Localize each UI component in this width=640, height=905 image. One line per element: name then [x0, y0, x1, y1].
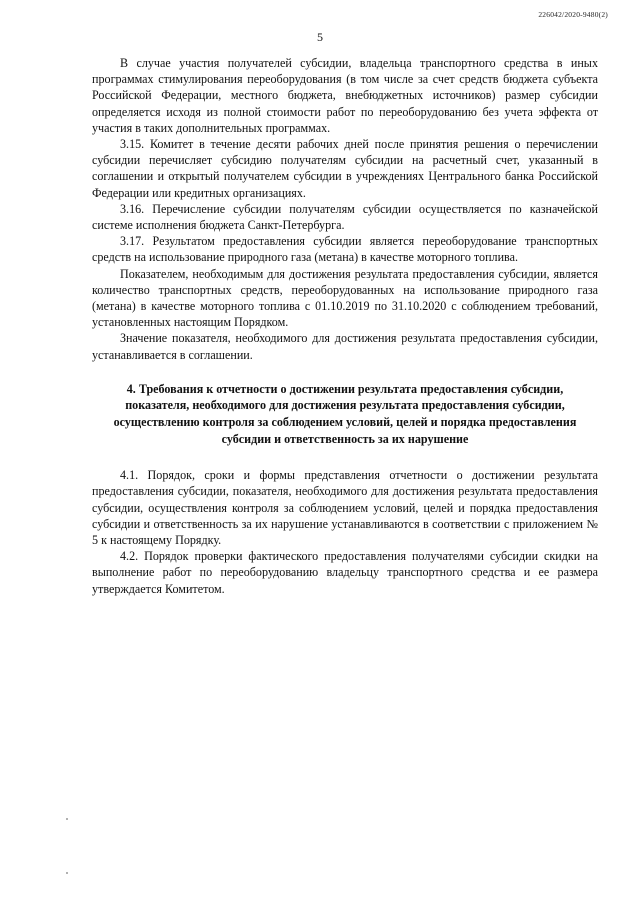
section-4-heading-line: 4. Требования к отчетности о достижении результата предоставления субсидии, — [126, 381, 564, 396]
paragraph-indicator: Показателем, необходимым для достижения результата предоставления субсидии, является количество транспортных средств, переоборудованных на использование природного газа (метана) в качестве моторного топлива с 01.10.2019 по 31.10.2020 с соблюдением требований, установленных настоящим Порядком. — [92, 266, 598, 330]
paragraph-subsidy-other-programs: В случае участия получателей субсидии, владельца транспортного средства в иных программах стимулирования переоборудования (в том числе за счет средств бюджета субъекта Российской Федерации, местного бюджета, внебюджетных источников) размер субсидии определяется исходя из полной стоимости работ по переоборудованию без учета эффекта от участия в таких дополнительных программах. — [92, 56, 598, 135]
scan-speck — [66, 818, 68, 820]
section-4-heading-line: субсидии и ответственность за их нарушение — [221, 431, 469, 446]
section-4-heading — [92, 381, 598, 447]
document-body — [92, 55, 598, 597]
paragraph-3-16: 3.16. Перечисление субсидии получателям субсидии осуществляется по казначейской системе исполнения бюджета Санкт-Петербурга. — [92, 201, 598, 233]
scan-speck — [66, 872, 68, 874]
paragraph-3-15: 3.15. Комитет в течение десяти рабочих дней после принятия решения о перечислении субсидии перечисляет субсидию получателям субсидии на расчетный счет, указанный в соглашении и открытый получателем субсидии в учреждениях Центрального банка Российской Федерации или кредитных организациях. — [92, 137, 598, 200]
section-4-heading-line: осуществлению контроля за соблюдением условий, целей и порядка предоставления — [113, 415, 577, 430]
paragraph-3-17: 3.17. Результатом предоставления субсидии является переоборудование транспортных средств на использование природного газа (метана) в качестве моторного топлива. — [92, 234, 598, 265]
document-id: 226042/2020-9480(2) — [538, 10, 608, 19]
page-number: 5 — [317, 30, 323, 44]
section-4-heading-line: показателя, необходимого для достижения результата предоставления субсидии, — [125, 398, 565, 413]
paragraph-4-2: 4.2. Порядок проверки фактического предоставления получателями субсидии скидки на выполнение работ по переоборудованию владельцу транспортного средства и ее размера утверждается Комитетом. — [92, 549, 598, 596]
paragraph-4-1: 4.1. Порядок, сроки и формы представления отчетности о достижении результата предоставления субсидии, показателя, необходимого для достижения результата предоставления субсидии, осуществления контроля за соблюдением условий, целей и порядка предоставления субсидии и ответственность за их нарушение устанавливаются в соответствии с приложением № 5 к настоящему Порядку. — [92, 468, 598, 548]
paragraph-indicator-value: Значение показателя, необходимого для достижения результата предоставления субсидии, устанавливается в соглашении. — [92, 331, 598, 362]
